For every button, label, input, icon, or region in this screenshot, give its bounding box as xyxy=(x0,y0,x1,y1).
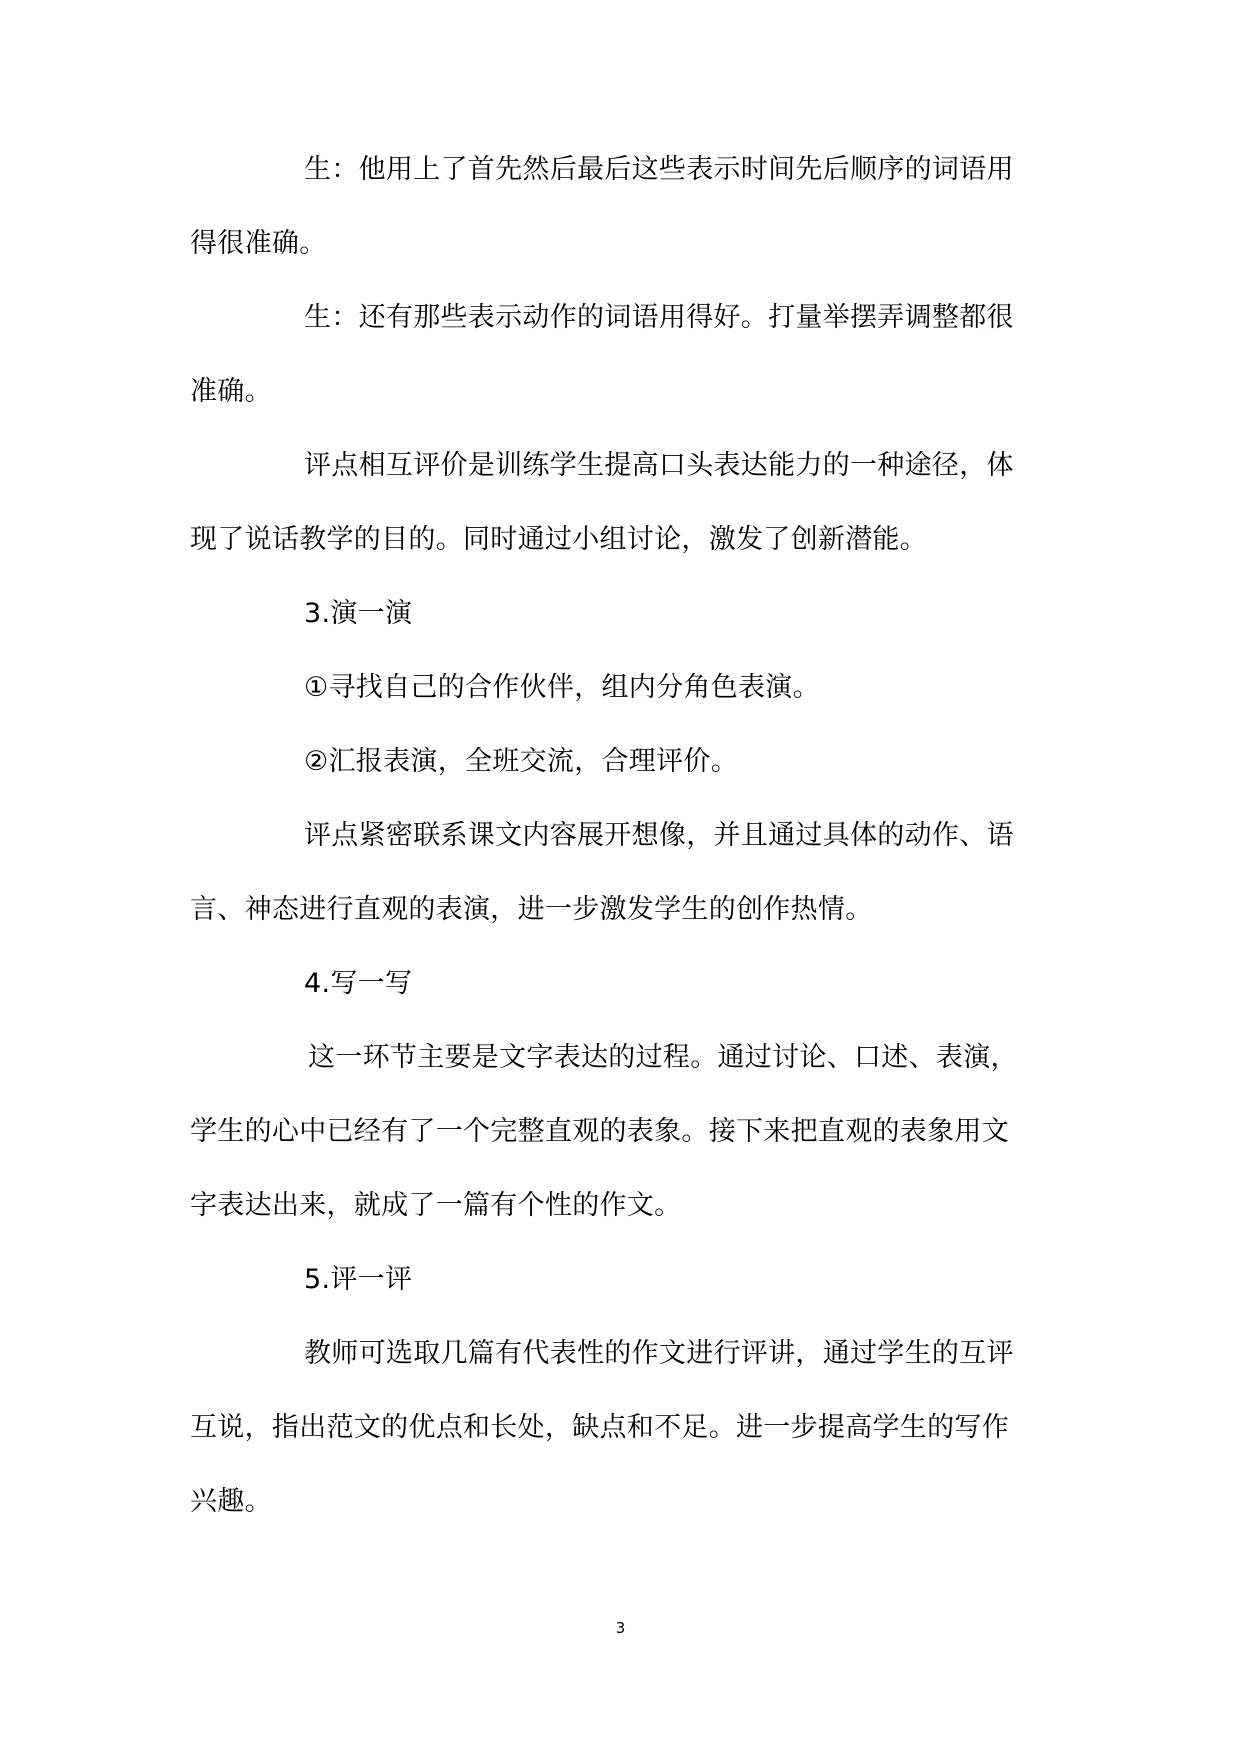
paragraph-line: 字表达出来，就成了一篇有个性的作文。 xyxy=(190,1190,682,1221)
paragraph-line: 评点相互评价是训练学生提高口头表达能力的一种途径，体 xyxy=(304,450,1014,481)
paragraph-line: 兴趣。 xyxy=(190,1486,272,1517)
paragraph-line: 得很准确。 xyxy=(190,228,327,259)
paragraph-line: 生：还有那些表示动作的词语用得好。打量举摆弄调整都很 xyxy=(304,302,1014,333)
paragraph-line: 言、神态进行直观的表演，进一步激发学生的创作热情。 xyxy=(190,894,873,925)
paragraph-line: 生：他用上了首先然后最后这些表示时间先后顺序的词语用 xyxy=(304,154,1014,185)
paragraph-line: 教师可选取几篇有代表性的作文进行评讲，通过学生的互评 xyxy=(304,1338,1014,1369)
paragraph-line: 学生的心中已经有了一个完整直观的表象。接下来把直观的表象用文 xyxy=(190,1116,1009,1147)
paragraph-line: 评点紧密联系课文内容展开想像，并且通过具体的动作、语 xyxy=(304,820,1014,851)
paragraph-line: 准确。 xyxy=(190,376,272,407)
page-number: 3 xyxy=(615,1619,626,1637)
list-item: ①寻找自己的合作伙伴，组内分角色表演。 xyxy=(304,672,820,703)
paragraph-line: 互说，指出范文的优点和长处，缺点和不足。进一步提高学生的写作 xyxy=(190,1412,1009,1443)
paragraph-line: 这一环节主要是文字表达的过程。通过讨论、口述、表演， xyxy=(308,1042,1018,1073)
section-heading: 5.评一评 xyxy=(304,1264,413,1295)
paragraph-line: 现了说话教学的目的。同时通过小组讨论，激发了创新潜能。 xyxy=(190,524,928,555)
section-heading: 3.演一演 xyxy=(304,598,413,629)
section-heading: 4.写一写 xyxy=(304,968,413,999)
list-item: ②汇报表演，全班交流，合理评价。 xyxy=(304,746,739,777)
